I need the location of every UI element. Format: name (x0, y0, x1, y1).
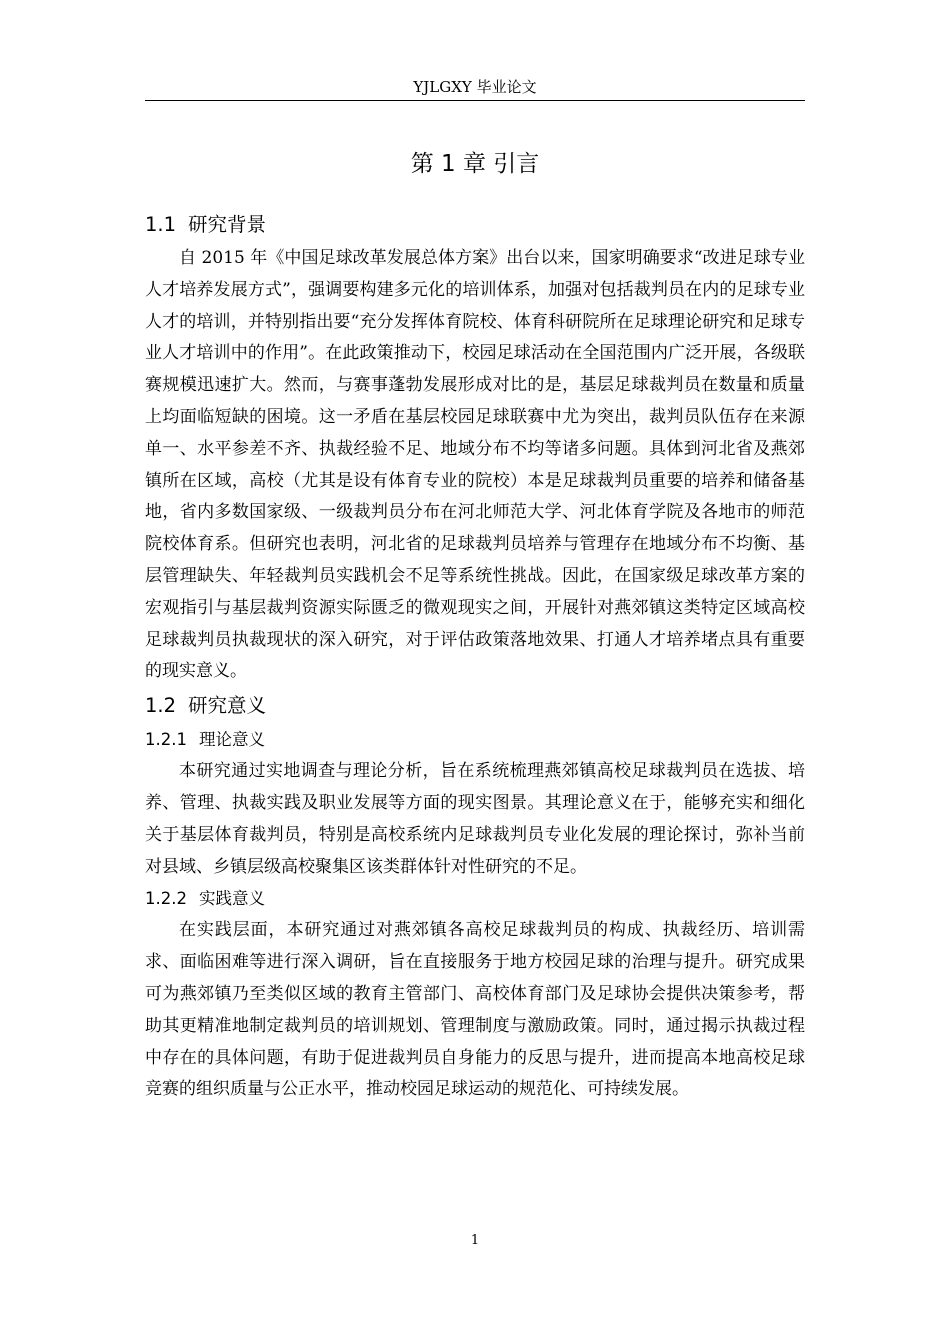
section-title: 研究背景 (188, 213, 267, 236)
subsection-heading-practice (145, 883, 805, 915)
header-rule (145, 100, 805, 101)
subsection-title: 理论意义 (198, 730, 265, 750)
section-title: 研究意义 (188, 694, 267, 718)
subsection-title: 实践意义 (198, 889, 265, 909)
page-number: 1 (470, 1233, 480, 1248)
subsection-heading-theory (145, 724, 805, 756)
paragraph-theory: 本研究通过实地调查与理论分析，旨在系统梳理燕郊镇高校足球裁判员在选拔、培养、管理、执裁实践及职业发展等方面的现实图景。其理论意义在于，能够充实和细化关于基层体育裁判员，特别是高校系统内足球裁判员专业化发展的理论探讨，弥补当前对县域、乡镇层级高校聚集区该类群体针对性研究的不足。 (145, 761, 805, 877)
section-number: 1.2 (145, 694, 177, 718)
subsection-number: 1.2.1 (145, 730, 187, 750)
running-header: YJLGXY 毕业论文 (413, 78, 537, 96)
subsection-number: 1.2.2 (145, 889, 187, 909)
chapter-title: 第 1 章 引言 (410, 151, 540, 177)
paragraph-practice: 在实践层面，本研究通过对燕郊镇各高校足球裁判员的构成、执裁经历、培训需求、面临困难等进行深入调研，旨在直接服务于地方校园足球的治理与提升。研究成果可为燕郊镇乃至类似区域的教育主管部门、高校体育部门及足球协会提供决策参考，帮助其更精准地制定裁判员的培训规划、管理制度与激励政策。同时，通过揭示执裁过程中存在的具体问题，有助于促进裁判员自身能力的反思与提升，进而提高本地高校足球竞赛的组织质量与公正水平，推动校园足球运动的规范化、可持续发展。 (145, 920, 805, 1100)
section-heading-background (145, 207, 805, 243)
section-number: 1.1 (145, 213, 177, 236)
page-body (145, 142, 805, 1106)
paragraph-background: 自 2015 年《中国足球改革发展总体方案》出台以来，国家明确要求“改进足球专业人才培养发展方式”，强调要构建多元化的培训体系，加强对包括裁判员在内的足球专业人才的培训，并特别指出要“充分发挥体育院校、体育科研院所在足球理论研究和足球专业人才培训中的作用”。在此政策推动下，校园足球活动在全国范围内广泛开展，各级联赛规模迅速扩大。然而，与赛事蓬勃发展形成对比的是，基层足球裁判员在数量和质量上均面临短缺的困境。这一矛盾在基层校园足球联赛中尤为突出，裁判员队伍存在来源单一、水平参差不齐、执裁经验不足、地域分布不均等诸多问题。具体到河北省及燕郊镇所在区域，高校（尤其是设有体育专业的院校）本是足球裁判员重要的培养和储备基地，省内多数国家级、一级裁判员分布在河北师范大学、河北体育学院及各地市的师范院校体育系。但研究也表明，河北省的足球裁判员培养与管理存在地域分布不均衡、基层管理缺失、年轻裁判员实践机会不足等系统性挑战。因此，在国家级足球改革方案的宏观指引与基层裁判资源实际匮乏的微观现实之间，开展针对燕郊镇这类特定区域高校足球裁判员执裁现状的深入研究，对于评估政策落地效果、打通人才培养堵点具有重要的现实意义。 (145, 248, 805, 682)
section-heading-significance (145, 688, 805, 724)
